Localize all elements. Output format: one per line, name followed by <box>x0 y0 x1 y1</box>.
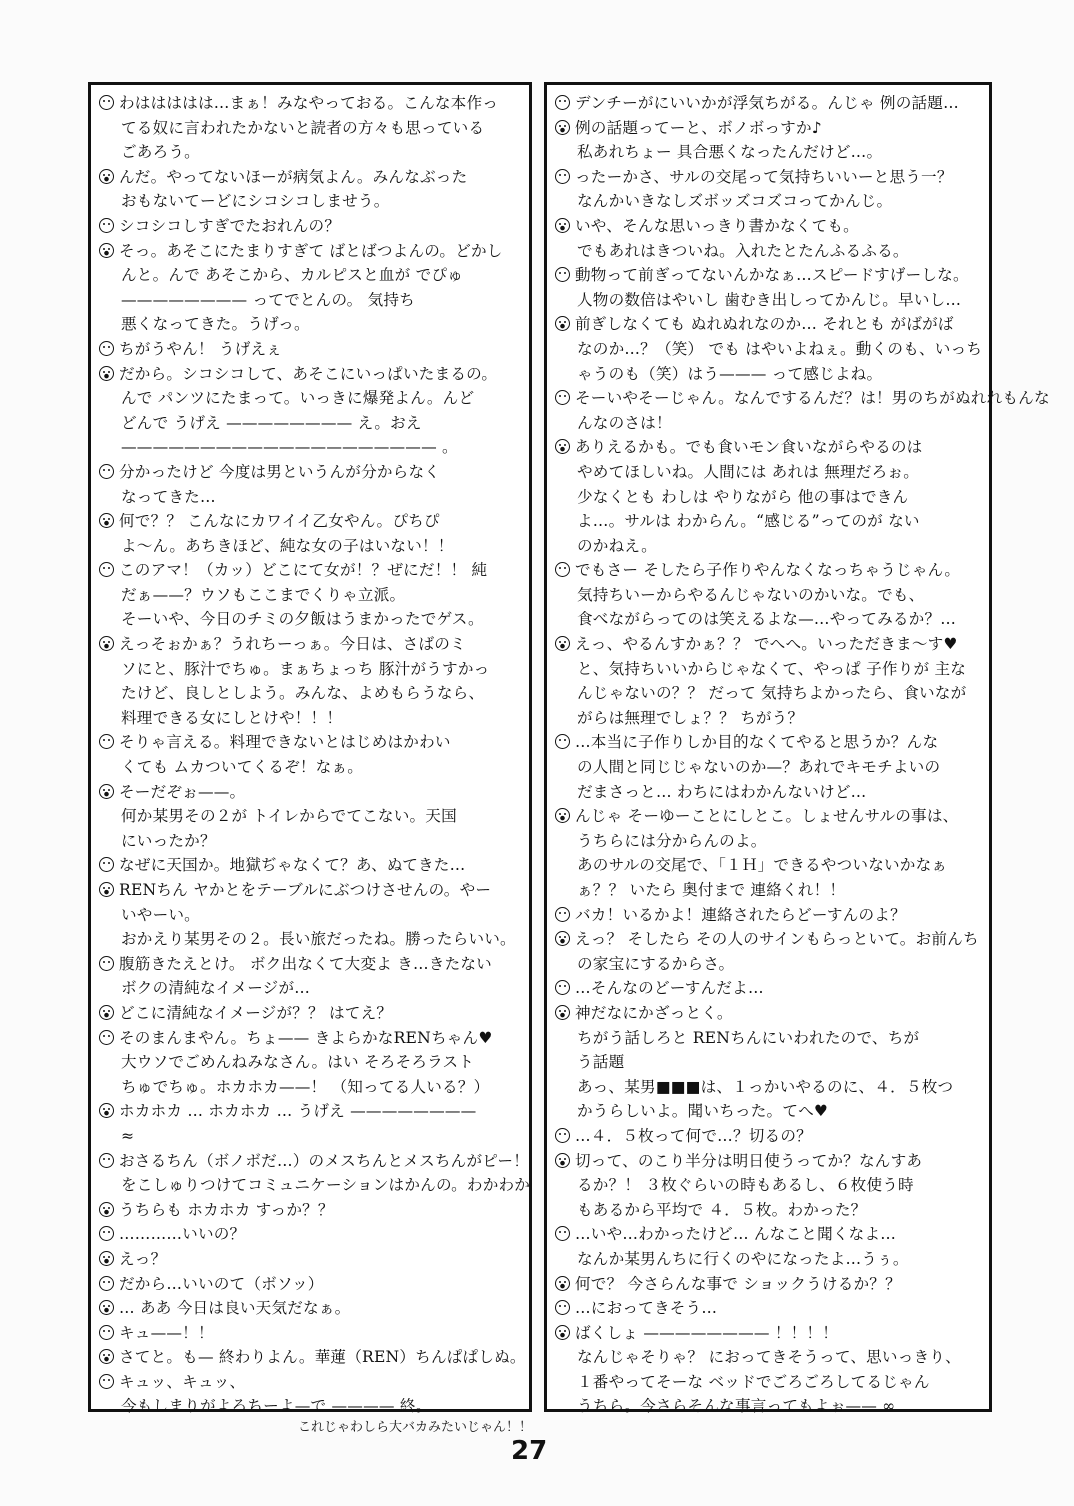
speaker-face-icon <box>99 243 114 258</box>
dialogue-line <box>555 288 981 313</box>
dialogue-line <box>99 1124 521 1149</box>
dialogue-line <box>99 1173 531 1198</box>
dialogue-text: の家宝にするからさ。 <box>577 954 735 973</box>
speaker-face-icon <box>555 636 570 651</box>
speaker-face-icon <box>99 513 114 528</box>
dialogue-text: このアマ！（カッ）どこにて女が！？ぜにだ！！ 純 <box>119 561 488 580</box>
dialogue-line <box>555 1222 981 1247</box>
dialogue-text: 神だなにかざっとく。 <box>575 1003 733 1022</box>
dialogue-text: うちらには分からんのよ。 <box>577 831 767 850</box>
dialogue-line <box>99 730 521 755</box>
dialogue-text: ———————— ってでとんの。 気持ち <box>121 290 415 309</box>
dialogue-text: どこに清純なイメージが？？ はてえ？ <box>119 1003 393 1022</box>
dialogue-text: くても ムカついてくるぞ！なぁ。 <box>121 758 364 777</box>
dialogue-text: ≈ <box>121 1126 135 1145</box>
dialogue-text: 何か某男その２が トイレからでてこない。天国 <box>121 807 457 826</box>
dialogue-line <box>555 460 981 485</box>
dialogue-text: だまさっと… わちにはわかんないけど… <box>577 782 867 801</box>
dialogue-line <box>99 509 521 534</box>
dialogue-line <box>99 1099 521 1124</box>
dialogue-line <box>99 1222 521 1247</box>
dialogue-text: るか？！ ３枚ぐらいの時もあるし、６枚使う時 <box>577 1176 914 1195</box>
dialogue-line <box>99 558 521 583</box>
dialogue-line <box>555 534 981 559</box>
dialogue-text: たけど、良しとしよう。みんな、よめもらうなら、 <box>121 684 485 703</box>
dialogue-line <box>99 288 521 313</box>
dialogue-text: やめてほしいね。人間には あれは 無理だろぉ。 <box>577 462 919 481</box>
speaker-face-icon <box>555 1153 570 1168</box>
dialogue-text: ばくしょ ———————— ！！！！ <box>575 1323 839 1342</box>
dialogue-text: でもさー そしたら子作りやんなくなっちゃうじゃん。 <box>575 561 961 580</box>
dialogue-text: わははははは…まぁ！みなやっておる。こんな本作っ <box>119 94 499 112</box>
dialogue-line <box>555 1345 981 1370</box>
left-dialogue-column <box>88 82 532 1416</box>
speaker-face-icon <box>555 1325 570 1340</box>
dialogue-text: 少なくとも わしは やりながら 他の事はできん <box>577 487 909 506</box>
dialogue-line <box>555 362 981 387</box>
right-dialogue-column <box>544 82 1050 1416</box>
speaker-face-icon <box>555 808 570 823</box>
dialogue-text: 前ぎしなくても ぬれぬれなのか… それとも がばがば <box>575 315 954 334</box>
dialogue-line <box>99 1149 530 1174</box>
dialogue-line <box>555 853 981 878</box>
dialogue-text: てる奴に言われたかないと読者の方々も思っている <box>121 118 485 137</box>
speaker-face-icon <box>99 1030 114 1045</box>
dialogue-text: 食べながらってのは笑えるよな—…やってみるか？… <box>577 610 957 629</box>
dialogue-text: おかえり某男その２。長い旅だったね。勝ったらいい。 <box>121 930 516 949</box>
dialogue-text: がらは無理でしょ？？ ちがう？ <box>577 708 804 727</box>
speaker-face-icon <box>99 1349 114 1364</box>
dialogue-text: んと。んで あそこから、カルピスと血が でぴゅ <box>121 266 463 285</box>
dialogue-text: １番やってそーな ベッドでごろごろしてるじゃん <box>577 1372 930 1391</box>
dialogue-text: … ああ 今日は良い天気だなぁ。 <box>119 1299 351 1318</box>
dialogue-line <box>555 1198 981 1223</box>
dialogue-text: …本当に子作りしか目的なくてやると思うか？んな <box>575 733 939 752</box>
dialogue-text: 気持ちいーからやるんじゃないのかいな。でも、 <box>577 585 925 604</box>
speaker-face-icon <box>99 1103 114 1118</box>
speaker-face-icon <box>555 931 570 946</box>
page-number: 27 <box>511 1436 548 1466</box>
dialogue-line <box>555 91 981 116</box>
dialogue-line <box>99 755 521 780</box>
dialogue-text: ぁ？？ いたら 奥付まで 連絡くれ！！ <box>577 881 846 899</box>
dialogue-line <box>99 337 521 362</box>
dialogue-text: うちらも ホカホカ すっか？？ <box>119 1200 334 1219</box>
dialogue-text: …におってきそう… <box>575 1299 718 1318</box>
dialogue-text: うちら。今さらそんな事言ってもよぉ—— ∞ <box>577 1397 896 1416</box>
dialogue-text: 切って、のこり半分は明日使うってか？なんすあ <box>575 1151 923 1170</box>
dialogue-line <box>555 140 981 165</box>
dialogue-text: …………いいの？ <box>119 1225 246 1244</box>
dialogue-line <box>555 755 981 780</box>
dialogue-text: かうらしいよ。聞いちった。てへ♥ <box>577 1102 829 1121</box>
dialogue-text: んだ。やってないほーが病気よん。みんなぶった <box>119 167 468 186</box>
speaker-face-icon <box>99 734 114 749</box>
dialogue-line <box>99 706 521 731</box>
dialogue-text: そーだぞぉ——。 <box>119 782 246 801</box>
speaker-face-icon <box>99 218 114 233</box>
dialogue-line <box>99 583 521 608</box>
dialogue-line <box>555 730 981 755</box>
dialogue-line <box>99 534 521 559</box>
speaker-face-icon <box>99 1153 114 1168</box>
dialogue-text: ったーかさ、サルの交尾って気持ちいいーと思う一？ <box>575 167 953 186</box>
dialogue-line <box>99 681 521 706</box>
dialogue-line <box>555 878 981 903</box>
dialogue-line <box>99 165 521 190</box>
dialogue-text: えっ、やるんすかぁ？？ でへへ。いっただきま～す♥ <box>575 635 958 654</box>
speaker-face-icon <box>555 95 570 110</box>
dialogue-line <box>555 1247 981 1272</box>
dialogue-text: 私あれちょー 具合悪くなったんだけど…。 <box>577 143 883 162</box>
dialogue-text: そのまんまやん。ちょ—— きよらかなRENちゃん♥ <box>119 1028 493 1047</box>
dialogue-line <box>99 386 521 411</box>
speaker-face-icon <box>99 784 114 799</box>
dialogue-text: の人間と同じじゃないのか—？あれでキモチよいの <box>577 758 941 777</box>
dialogue-line <box>99 140 521 165</box>
dialogue-line <box>555 214 981 239</box>
dialogue-line <box>99 485 521 510</box>
dialogue-line <box>99 189 521 214</box>
dialogue-line <box>99 312 521 337</box>
dialogue-line <box>99 1321 521 1346</box>
speaker-face-icon <box>555 1005 570 1020</box>
dialogue-line <box>99 460 521 485</box>
dialogue-text: ソにと、豚汁でちゅ。まぁちょっち 豚汁がうすかっ <box>121 659 490 678</box>
dialogue-text: 例の話題ってーと、ボノボっすか♪ <box>575 118 822 137</box>
dialogue-line <box>99 411 521 436</box>
dialogue-text: だから。シコシコして、あそこにいっぱいたまるの。 <box>119 364 498 383</box>
dialogue-text: ボクの清純なイメージが… <box>121 979 311 998</box>
dialogue-line <box>555 706 981 731</box>
dialogue-line <box>555 1050 981 1075</box>
dialogue-line <box>99 853 521 878</box>
dialogue-text: そりゃ言える。料理できないとはじめはかわい <box>119 733 451 752</box>
left-dialogue-list <box>91 85 529 1419</box>
dialogue-line <box>555 1099 981 1124</box>
dialogue-line <box>99 116 521 141</box>
dialogue-text: 分かったけど 今度は男というんが分からなく <box>119 462 441 481</box>
dialogue-line <box>555 239 981 264</box>
dialogue-line <box>555 189 981 214</box>
speaker-face-icon <box>555 316 570 331</box>
dialogue-text: でもあれはきついね。入れたとたんふるふる。 <box>577 241 909 260</box>
dialogue-line <box>555 485 981 510</box>
speaker-face-icon <box>555 1276 570 1291</box>
dialogue-line <box>555 165 981 190</box>
dialogue-text: …そんなのどーすんだよ… <box>575 979 764 998</box>
dialogue-line <box>555 1370 981 1395</box>
speaker-face-icon <box>555 1226 570 1241</box>
dialogue-text: デンチーがにいいかが浮気ちがる。んじゃ 例の話題… <box>575 94 959 112</box>
dialogue-line <box>555 607 981 632</box>
speaker-face-icon <box>99 95 114 110</box>
speaker-face-icon <box>99 1005 114 1020</box>
dialogue-line <box>99 903 521 928</box>
dialogue-line <box>555 804 981 829</box>
speaker-face-icon <box>99 1374 114 1389</box>
dialogue-line <box>555 632 981 657</box>
dialogue-line <box>555 657 981 682</box>
dialogue-text: さてと。も— 終わりよん。華蓮（REN）ちんぱぱしぬ。 <box>119 1348 526 1367</box>
dialogue-line <box>555 583 981 608</box>
dialogue-text: …４．５枚って何で…？切るの？ <box>575 1126 812 1145</box>
dialogue-text: なんか某男んちに行くのやになったよ…うぅ。 <box>577 1249 909 1268</box>
dialogue-text: ちゅでちゅ。ホカホカ——！ （知ってる人いる？） <box>121 1077 490 1096</box>
speaker-face-icon <box>555 390 570 405</box>
dialogue-text: んで パンツにたまって。いっきに爆発よん。んど <box>121 389 475 408</box>
dialogue-line <box>555 1149 981 1174</box>
dialogue-text: えっそぉかぁ？うれちーっぁ。今日は、さばのミ <box>119 635 466 654</box>
dialogue-line <box>99 1370 521 1395</box>
dialogue-text: 料理できる女にしとけや！！！ <box>121 708 343 727</box>
right-dialogue-list <box>547 85 1050 1419</box>
dialogue-line <box>555 1075 981 1100</box>
dialogue-text: よ～ん。あちきほど、純な女の子はいない！！ <box>121 536 454 555</box>
dialogue-line <box>555 681 981 706</box>
dialogue-line <box>99 829 521 854</box>
dialogue-line <box>555 435 981 460</box>
speaker-face-icon <box>99 1202 114 1217</box>
dialogue-line <box>99 927 521 952</box>
dialogue-line <box>555 780 981 805</box>
dialogue-line <box>555 1173 981 1198</box>
dialogue-text: 何で？ 今さらんな事で ショックうけるか？？ <box>575 1274 901 1293</box>
dialogue-line <box>99 976 521 1001</box>
dialogue-line <box>99 214 521 239</box>
dialogue-line <box>99 1198 521 1223</box>
dialogue-text: キュ——！！ <box>119 1323 214 1342</box>
dialogue-text: のかねえ。 <box>577 536 657 555</box>
dialogue-line <box>555 1296 981 1321</box>
speaker-face-icon <box>99 1251 114 1266</box>
dialogue-line <box>555 952 981 977</box>
dialogue-line <box>99 1050 521 1075</box>
dialogue-text: どんで うげえ ———————— え。おえ <box>121 413 422 432</box>
speaker-face-icon <box>99 857 114 872</box>
dialogue-text: をこしゅりつけてコミュニケーションはかんの。わかわか <box>121 1176 531 1195</box>
dialogue-line <box>99 91 521 116</box>
dialogue-line <box>555 558 981 583</box>
dialogue-text: ちがうやん！ うげえぇ <box>119 339 283 358</box>
dialogue-line <box>99 1272 521 1297</box>
dialogue-text: なのか…？（笑） でも はやいよねぇ。動くのも、いっち <box>577 339 983 358</box>
dialogue-text: 動物って前ぎってないんかなぁ…スピードすげーしな。 <box>575 266 969 285</box>
dialogue-text: えっ？ <box>119 1249 167 1268</box>
speaker-face-icon <box>99 1300 114 1315</box>
dialogue-line <box>99 952 521 977</box>
dialogue-text: んじゃないの？？ だって 気持ちよかったら、食いなが <box>577 684 967 703</box>
dialogue-line <box>99 780 521 805</box>
dialogue-text: にいったか？ <box>121 831 216 850</box>
dialogue-text: んじゃ そーゆーことにしとこ。しょせんサルの事は、 <box>575 807 959 826</box>
dialogue-text: えっ？ そしたら その人のサインもらっといて。お前んち <box>575 930 979 949</box>
dialogue-line <box>99 1075 521 1100</box>
dialogue-text: 今もしまりがよろちーよ—で ———— 終。 <box>121 1397 432 1416</box>
dialogue-line <box>555 1394 981 1419</box>
dialogue-line <box>99 1001 521 1026</box>
speaker-face-icon <box>555 734 570 749</box>
dialogue-text: RENちん ヤかとをテーブルにぶつけさせんの。やー <box>119 881 492 899</box>
dialogue-line <box>99 607 521 632</box>
dialogue-text: そーいやそーじゃん。なんでするんだ？は！男のちがぬれれもんな <box>575 389 1050 408</box>
dialogue-text: そーいや、今日のチミの夕飯はうまかったでゲス。 <box>121 610 484 629</box>
speaker-face-icon <box>555 1300 570 1315</box>
speaker-face-icon <box>555 218 570 233</box>
dialogue-line <box>99 239 521 264</box>
dialogue-text: おさるちん（ボノボだ…）のメスちんとメスちんがピー！ <box>119 1151 530 1170</box>
footnote-text: これじゃわしら大バカみたいじゃん！！ <box>298 1420 533 1435</box>
dialogue-line <box>555 903 981 928</box>
dialogue-text: ありえるかも。でも食いモン食いながらやるのは <box>575 438 923 457</box>
dialogue-line <box>99 1026 521 1051</box>
dialogue-text: 何で？？ こんなにカワイイ乙女やん。ぴちぴ <box>119 512 440 531</box>
speaker-face-icon <box>555 169 570 184</box>
dialogue-text: なぜに天国か。地獄ぢゃなくて？あ、ぬてきた… <box>119 856 466 875</box>
dialogue-text: キュッ、キュッ、 <box>119 1372 246 1391</box>
dialogue-text: シコシコしすぎでたおれんの？ <box>119 216 341 235</box>
dialogue-line <box>555 1124 981 1149</box>
dialogue-line <box>99 1247 521 1272</box>
dialogue-text: おもないてーどにシコシコしませう。 <box>121 192 390 211</box>
dialogue-text: あっ、某男■■■は、１っかいやるのに、４．５枚つ <box>577 1077 954 1096</box>
dialogue-line <box>555 386 1050 411</box>
dialogue-text: なってきた… <box>121 487 216 506</box>
dialogue-line <box>555 411 981 436</box>
speaker-face-icon <box>99 636 114 651</box>
dialogue-text: ———————————————————— 。 <box>121 438 458 457</box>
speaker-face-icon <box>99 464 114 479</box>
dialogue-text: なんじゃそりゃ？ におってきそうって、思いっきり、 <box>577 1348 961 1367</box>
dialogue-text: よ…。サルは わからん。“感じる”ってのが ない <box>577 512 920 531</box>
dialogue-line <box>99 878 521 903</box>
speaker-face-icon <box>99 169 114 184</box>
dialogue-text: う話題 <box>577 1053 625 1072</box>
dialogue-line <box>555 976 981 1001</box>
speaker-face-icon <box>555 120 570 135</box>
speaker-face-icon <box>99 1226 114 1241</box>
speaker-face-icon <box>99 956 114 971</box>
dialogue-line <box>99 1345 526 1370</box>
dialogue-text: バカ！いるかよ！連絡されたらどーすんのよ？ <box>575 905 906 924</box>
dialogue-line <box>555 509 981 534</box>
dialogue-text: いやーい。 <box>121 905 200 924</box>
dialogue-line <box>99 632 521 657</box>
dialogue-text: 大ウソでごめんねみなさん。はい そろそろラスト <box>121 1053 475 1072</box>
dialogue-line <box>99 804 521 829</box>
dialogue-line <box>555 337 981 362</box>
dialogue-text: と、気持ちいいからじゃなくて、やっぱ 子作りが 主な <box>577 659 967 678</box>
dialogue-text: ちがう話しろと RENちんにいわれたので、ちが <box>577 1028 920 1047</box>
dialogue-line <box>555 1001 981 1026</box>
dialogue-text: そっ。あそこにたまりすぎて ばとばつよんの。どかし <box>119 241 503 260</box>
dialogue-text: …いや…わかったけど… んなこと聞くなよ… <box>575 1225 897 1244</box>
dialogue-line <box>555 263 981 288</box>
dialogue-text: いや、そんな思いっきり書かなくても。 <box>575 216 859 235</box>
dialogue-text: ゃうのも（笑）はう——— って感じよね。 <box>577 364 883 383</box>
dialogue-line <box>555 829 981 854</box>
dialogue-text: ごあろう。 <box>121 143 200 162</box>
dialogue-text: 人物の数倍はやいし 歯むき出しってかんじ。早いし… <box>577 290 962 309</box>
speaker-face-icon <box>555 562 570 577</box>
dialogue-line <box>555 1321 981 1346</box>
speaker-face-icon <box>99 882 114 897</box>
dialogue-line <box>99 263 521 288</box>
dialogue-text: もあるから平均で ４．５枚。わかった？ <box>577 1200 867 1219</box>
dialogue-line <box>99 657 521 682</box>
speaker-face-icon <box>555 267 570 282</box>
dialogue-text: 悪くなってきた。うげっ。 <box>121 315 310 334</box>
dialogue-line <box>555 1272 981 1297</box>
speaker-face-icon <box>555 1128 570 1143</box>
dialogue-line <box>99 435 521 460</box>
dialogue-text: だから…いいのて（ボソッ） <box>119 1274 324 1293</box>
dialogue-text: ホカホカ … ホカホカ … うげえ ———————— <box>119 1102 477 1121</box>
dialogue-line <box>555 312 981 337</box>
dialogue-text: だぁ——？ウソもここまでくりゃ立派。 <box>121 585 406 604</box>
dialogue-line <box>99 362 521 387</box>
dialogue-text: んなのさは！ <box>577 413 672 432</box>
dialogue-line <box>99 1296 521 1321</box>
speaker-face-icon <box>99 366 114 381</box>
speaker-face-icon <box>99 1276 114 1291</box>
dialogue-line <box>555 927 981 952</box>
speaker-face-icon <box>99 341 114 356</box>
speaker-face-icon <box>555 439 570 454</box>
speaker-face-icon <box>555 907 570 922</box>
dialogue-line <box>555 1026 981 1051</box>
speaker-face-icon <box>555 980 570 995</box>
dialogue-line <box>555 116 981 141</box>
dialogue-text: あのサルの交尾で、「１Ｈ」できるやついないかなぁ <box>577 856 948 875</box>
speaker-face-icon <box>99 562 114 577</box>
dialogue-text: 腹筋きたえとけ。 ボク出なくて大変よ き…きたない <box>119 954 492 973</box>
speaker-face-icon <box>99 1325 114 1340</box>
dialogue-text: なんかいきなしズボッズコズコってかんじ。 <box>577 192 893 211</box>
